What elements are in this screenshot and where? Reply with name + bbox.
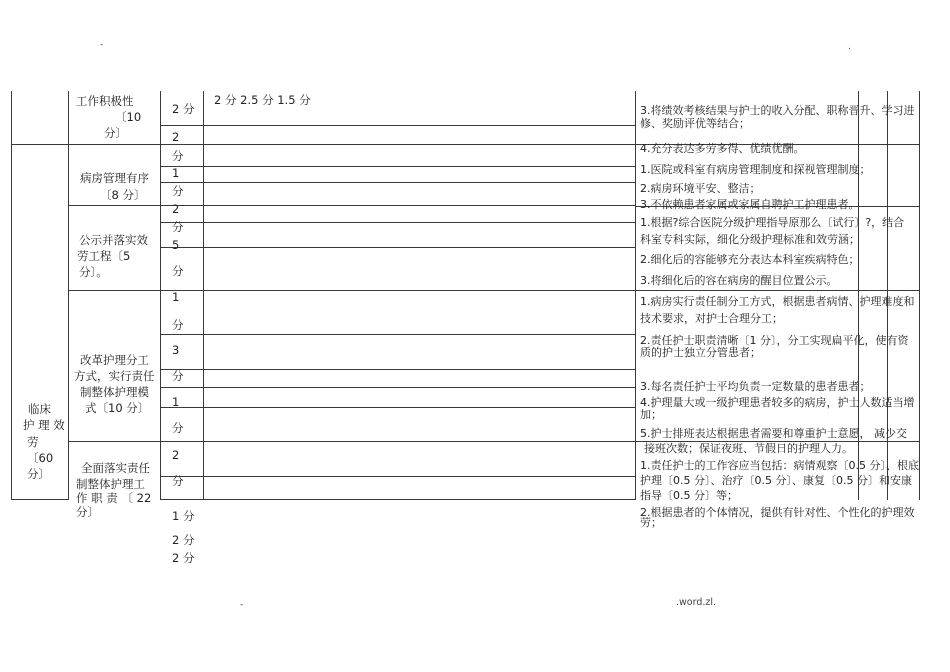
criteria-line: 加； bbox=[640, 408, 662, 421]
criteria-line: 4.护理量大或一级护理患者较多的病房，护士人数适当增 bbox=[640, 396, 915, 409]
score-value: 分 bbox=[172, 421, 184, 435]
score-value: 分 bbox=[172, 369, 184, 383]
criteria-line: 2.根据患者的个体情况，提供有针对性、个性化的护理效 bbox=[640, 506, 915, 519]
criteria-line: 3.不依赖患者家属或家属自聘护工护理患者。 bbox=[640, 198, 860, 211]
item-public-project-1: 公示并落实效 bbox=[79, 233, 148, 247]
criteria-line: 1.根据?综合医院分级护理指导原那么〔试行〕?，结合 bbox=[640, 216, 905, 229]
section-label-line-1: 临床 bbox=[28, 402, 51, 416]
criteria-line: 5.护士排班表达根据患者需要和尊重护士意愿， 减少交 bbox=[640, 427, 907, 440]
score-value: 3 bbox=[172, 343, 180, 357]
score-value: 2 bbox=[172, 202, 180, 216]
item-work-enthusiasm-1: 工作积极性 bbox=[76, 94, 134, 108]
criteria-line: 3.将细化后的容在病房的醒目位置公示。 bbox=[640, 274, 838, 287]
criteria-line: 科室专科实际，细化分级护理标准和效劳涵； bbox=[640, 233, 860, 246]
item-reform-3: 制整体护理模 bbox=[80, 385, 149, 399]
criteria-line: 劳； bbox=[640, 516, 662, 529]
score-value: 1 bbox=[172, 395, 180, 409]
item-reform-1: 改革护理分工 bbox=[80, 353, 149, 367]
score-value: 分 bbox=[172, 318, 184, 332]
score-value: 1 bbox=[172, 166, 180, 180]
item-full-impl-4: 分〕 bbox=[76, 505, 99, 519]
score-value: 分 bbox=[172, 264, 184, 278]
item-reform-4: 式〔10 分〕 bbox=[85, 401, 150, 415]
criteria-line: 指导〔0.5 分〕等； bbox=[640, 489, 738, 502]
score-value: 2 分 bbox=[172, 533, 195, 547]
score-value: 分 bbox=[172, 220, 184, 234]
section-label-line-4: 〔60 bbox=[27, 451, 54, 465]
criteria-line: 4.充分表达多劳多得、优绩优酬。 bbox=[640, 142, 805, 155]
score-value: 2 分 bbox=[172, 102, 195, 116]
section-label-line-3: 劳 bbox=[27, 435, 39, 449]
criteria-line: 2.病房环境平安、整洁； bbox=[640, 182, 761, 195]
header-right-mark: . bbox=[848, 42, 851, 52]
score-value: 2 分 bbox=[172, 551, 195, 565]
score-value: 5 bbox=[172, 238, 180, 252]
footer-left-mark: - bbox=[240, 600, 244, 610]
footer-right-text: .word.zl. bbox=[676, 597, 717, 608]
section-label-line-5: 分〕 bbox=[27, 467, 50, 481]
criteria-line: 1.责任护士的工作容应当包括：病情观察〔0.5 分〕、根底 bbox=[640, 459, 919, 472]
criteria-line: 2.细化后的容能够充分表达本科室疾病特色； bbox=[640, 253, 860, 266]
grade-levels: 2 分 2.5 分 1.5 分 bbox=[214, 93, 311, 107]
score-value: 分 bbox=[172, 149, 184, 163]
section-label-line-2: 护 理 效 bbox=[23, 418, 65, 432]
criteria-line: 修、奖励评优等结合； bbox=[640, 117, 750, 130]
criteria-line: 护理〔0.5 分〕、治疗〔0.5 分〕、康复〔0.5 分〕和安康 bbox=[640, 474, 912, 487]
criteria-line: 2.责任护士职责清晰〔1 分〕，分工实现扁平化，使有资 bbox=[640, 334, 909, 347]
score-value: 1 bbox=[172, 290, 180, 304]
criteria-line: 3.将绩效考核结果与护士的收入分配、职称晋升、学习进 bbox=[640, 104, 915, 117]
item-full-impl-2: 制整体护理工 bbox=[76, 477, 145, 491]
score-value: 分 bbox=[172, 184, 184, 198]
criteria-line: 3.每名责任护士平均负责一定数量的患者患者； bbox=[640, 380, 871, 393]
item-public-project-3: 分〕。 bbox=[79, 265, 108, 279]
item-ward-mgmt-2: 〔8 分〕 bbox=[100, 188, 146, 202]
item-reform-2: 方式，实行责任 bbox=[74, 369, 155, 383]
item-ward-mgmt-1: 病房管理有序 bbox=[80, 171, 149, 185]
item-work-enthusiasm-2: 〔10 bbox=[115, 110, 142, 124]
score-value: 2 bbox=[172, 448, 180, 462]
item-full-impl-1: 全面落实责任 bbox=[81, 461, 150, 475]
item-work-enthusiasm-3: 分〕 bbox=[104, 126, 127, 140]
header-left-mark: - bbox=[100, 40, 104, 50]
score-value: 1 分 bbox=[172, 509, 195, 523]
criteria-line: 质的护士独立分管患者； bbox=[640, 346, 761, 359]
criteria-line: 接班次数；保证夜班、节假日的护理人力。 bbox=[644, 442, 853, 455]
score-value: 2 bbox=[172, 130, 180, 144]
criteria-line: 1.病房实行责任制分工方式，根据患者病情、护理难度和 bbox=[640, 295, 915, 308]
criteria-line: 1.医院或科室有病房管理制度和探视管理制度； bbox=[640, 163, 871, 176]
criteria-line: 技术要求，对护士合理分工； bbox=[640, 312, 783, 325]
item-full-impl-3: 作 职 责 〔 22 bbox=[76, 491, 152, 505]
item-public-project-2: 劳工程〔5 bbox=[77, 249, 131, 263]
score-value: 分 bbox=[172, 474, 184, 488]
